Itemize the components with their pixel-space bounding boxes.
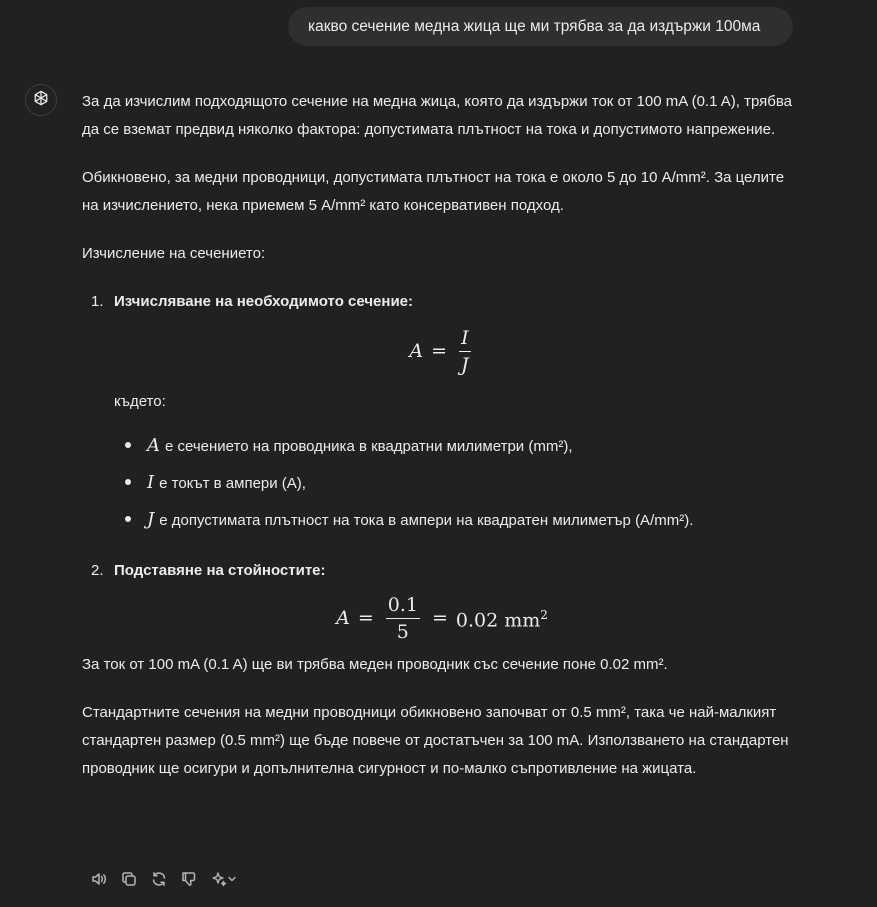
assistant-avatar: [25, 84, 57, 116]
step-1-number: 1.: [91, 293, 104, 310]
formula1-lhs: A: [409, 340, 424, 362]
formula1-fraction: [459, 327, 471, 376]
step-2-title: Подставяне на стойностите:: [114, 562, 326, 579]
bullet-dot: [125, 479, 131, 485]
formula2-equals: =: [357, 607, 374, 629]
list-item: [114, 428, 802, 465]
formula1-denominator: J: [461, 353, 469, 376]
assistant-answer: [82, 88, 802, 783]
user-message-bubble: [288, 7, 793, 46]
conclusion-paragraph: Стандартните сечения на медни проводници обикновено започват от 0.5 mm², така че най-малкият стандартен размер (0.5 mm²) ще бъде повече от достатъчен за 100 mA. Използването на стандартен проводник ще осигури и допълнителна сигурност и по-малко съпротивление на жицата.: [82, 704, 789, 777]
variable-description: е сечението на проводника в квадратни милиметри (mm²),: [165, 438, 573, 455]
variable-description: е токът в ампери (A),: [159, 475, 306, 492]
sparkle-model-icon: [211, 871, 227, 887]
result-paragraph: За ток от 100 mA (0.1 A) ще ви трябва меден проводник със сечение поне 0.02 mm².: [82, 656, 668, 673]
variable-symbol: I: [147, 472, 155, 493]
thumbs-down-icon[interactable]: [180, 870, 198, 888]
formula2-result: [456, 601, 548, 634]
formula2-lhs: A: [336, 607, 350, 629]
read-aloud-icon[interactable]: [90, 870, 108, 888]
formula2-denominator: 5: [396, 620, 409, 643]
variable-symbol: J: [147, 509, 155, 530]
formula2-result-value: 0.02 mm: [455, 609, 541, 632]
formula2-area: [82, 585, 802, 651]
formula-area: [82, 317, 802, 385]
openai-logo-icon: [31, 88, 51, 112]
variable-symbol: A: [147, 435, 160, 456]
answer-paragraph-density: Обикновено, за медни проводници, допустимата плътност на тока е около 5 до 10 A/mm². За целите на изчислението, нека приемем 5 A/mm² като консервативен подход.: [82, 169, 785, 214]
formula2-exponent: 2: [540, 608, 548, 623]
variable-description: е допустимата плътност на тока в ампери на квадратен милиметър (A/mm²).: [159, 512, 694, 529]
copy-icon[interactable]: [120, 870, 138, 888]
list-item: [114, 502, 802, 539]
step-2-number: 2.: [91, 562, 104, 579]
regenerate-icon[interactable]: [150, 870, 168, 888]
model-switcher[interactable]: [210, 870, 238, 888]
bullet-dot: [125, 516, 131, 522]
formula2-numerator: 0.1: [386, 594, 420, 619]
variable-list: [82, 428, 802, 539]
formula1-numerator: I: [459, 327, 471, 352]
step-2: [82, 557, 802, 585]
formula1-equals: =: [431, 340, 448, 362]
list-item: [114, 465, 802, 502]
step-1: [82, 288, 802, 316]
bullet-dot: [125, 442, 131, 448]
user-message-text: какво сечение медна жица ще ми трябва за да издържи 100ма: [308, 17, 761, 35]
where-label: където:: [114, 393, 166, 410]
formula2-equals-2: =: [431, 607, 448, 629]
message-actions: [90, 870, 238, 888]
calc-heading: Изчисление на сечението:: [82, 245, 266, 262]
formula2-fraction: [386, 594, 420, 643]
step-1-title: Изчисляване на необходимото сечение:: [114, 293, 414, 310]
chevron-down-icon: [227, 874, 237, 884]
answer-paragraph-intro: За да изчислим подходящото сечение на медна жица, която да издържи ток от 100 mA (0.1 A), трябва да се вземат предвид няколко фактора: допустимата плътност на тока и допустимото напрежение.: [82, 93, 793, 138]
